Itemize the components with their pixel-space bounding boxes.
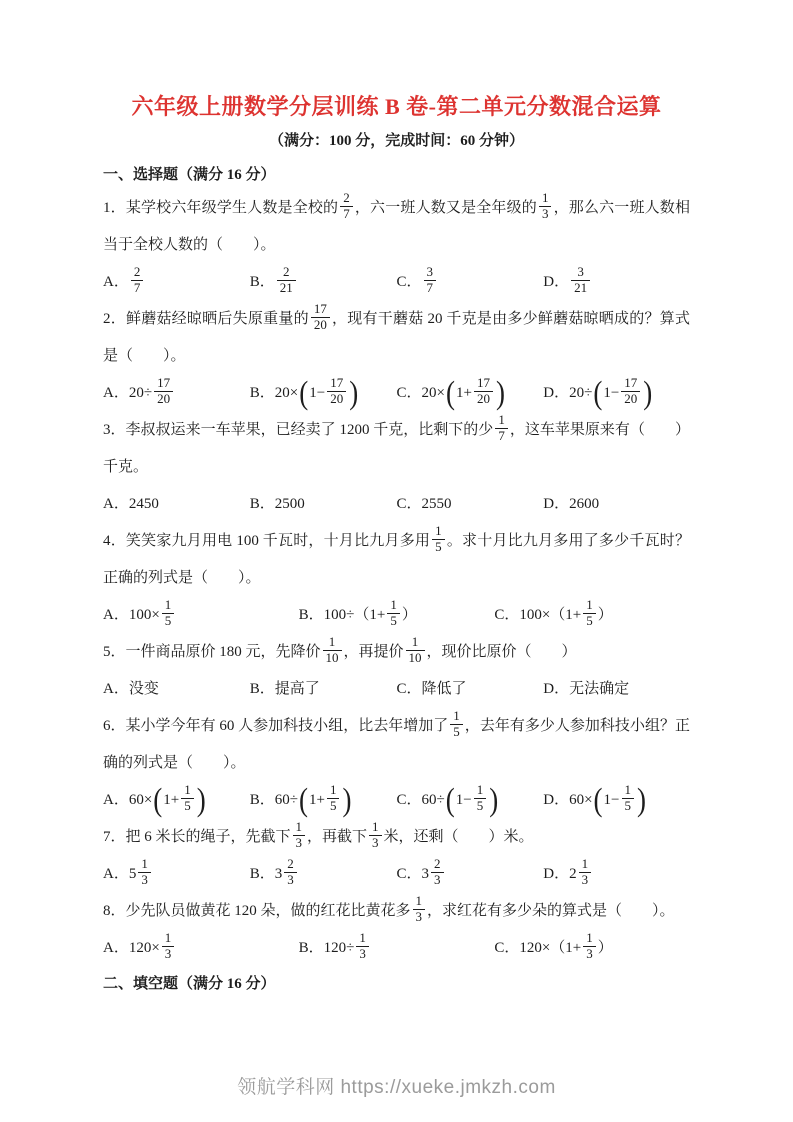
option: C．降低了 xyxy=(396,681,467,698)
fraction-numerator: 1 xyxy=(162,931,175,947)
fraction-denominator: 3 xyxy=(586,946,593,962)
question-stem: 3．李叔叔运来一车苹果，已经卖了 1200 千克，比剩下的少 $\frac{1}{7}$ ，这车苹果原来有（ ）千克。 xyxy=(103,412,690,476)
option: A．120× $\frac{1}{3}$ xyxy=(103,930,299,967)
fraction-numerator: 1 xyxy=(323,635,342,651)
fraction-denominator: 5 xyxy=(624,798,632,814)
options-row xyxy=(103,930,690,967)
fraction xyxy=(369,820,382,851)
fraction-denominator: 5 xyxy=(164,613,172,629)
fraction-numerator: 1 xyxy=(474,783,487,799)
option: D．60×(1− $\frac{1}{5}$ ) xyxy=(543,781,647,818)
fraction-denominator: 7 xyxy=(426,280,434,296)
option: D．无法确定 xyxy=(543,681,630,698)
fraction-numerator: 1 xyxy=(181,783,194,799)
fraction-numerator: 1 xyxy=(293,820,306,836)
fraction-numerator: 17 xyxy=(621,376,640,392)
fraction-numerator: 1 xyxy=(387,598,400,614)
options-row xyxy=(103,375,690,412)
fraction-numerator: 1 xyxy=(583,931,596,947)
option: D．2 $\frac{1}{3}$ xyxy=(543,856,690,893)
fraction xyxy=(162,931,175,962)
question-stem: 2．鲜蘑菇经晾晒后失原重量的 $\frac{17}{20}$ ，现有干蘑菇 20 千克是由多少鲜蘑菇晾晒成的？算式是（ ）。 xyxy=(103,301,690,365)
fraction-denominator: 20 xyxy=(330,391,344,407)
question-block xyxy=(103,412,690,523)
questions-list xyxy=(103,190,690,967)
fraction-denominator: 3 xyxy=(541,206,549,222)
question-stem: 7．把 6 米长的绳子，先截下 $\frac{1}{3}$ ，再截下 $\frac{1}{3}$ 米，还剩（ ）米。 xyxy=(103,819,534,851)
fraction-numerator: 17 xyxy=(474,376,493,392)
fraction xyxy=(432,524,445,555)
fraction-numerator: 2 xyxy=(340,191,353,207)
fraction xyxy=(583,931,596,962)
section-heading-choice: 一、选择题（满分 16 分） xyxy=(103,167,276,184)
fraction xyxy=(413,894,426,925)
fraction xyxy=(340,191,353,222)
fraction-numerator: 1 xyxy=(356,931,369,947)
fraction-denominator: 3 xyxy=(164,946,172,962)
fraction-denominator: 5 xyxy=(184,798,191,814)
fraction-numerator: 1 xyxy=(406,635,425,651)
fraction-denominator: 20 xyxy=(624,391,638,407)
fraction xyxy=(311,302,330,333)
fraction xyxy=(539,191,552,222)
fraction-denominator: 3 xyxy=(372,835,379,851)
fraction-denominator: 3 xyxy=(359,946,366,962)
fraction-denominator: 10 xyxy=(408,650,422,666)
options-row xyxy=(103,856,690,893)
option: C．100×（1+ $\frac{1}{5}$ ） xyxy=(494,597,613,629)
fraction xyxy=(277,265,296,296)
question-stem: 1．某学校六年级学生人数是全校的 $\frac{2}{7}$ ，六一班人数又是全年级的 $\frac{1}{3}$ ，那么六一班人数相当于全校人数的（ ）。 xyxy=(103,190,690,254)
fraction-numerator: 2 xyxy=(131,265,144,281)
fraction xyxy=(474,376,493,407)
question-stem: 8．少先队员做黄花 120 朵，做的红花比黄花多 $\frac{1}{3}$ ，求红花有多少朵的算式是（ ）。 xyxy=(103,893,675,925)
question-block xyxy=(103,634,690,708)
question-block xyxy=(103,708,690,819)
exam-info: （满分：100 分，完成时间：60 分钟） xyxy=(268,132,524,149)
fraction xyxy=(431,857,444,888)
option: C． $\frac{3}{7}$ xyxy=(397,264,544,301)
fraction xyxy=(181,783,194,814)
fraction xyxy=(356,931,369,962)
fraction-denominator: 3 xyxy=(415,909,423,925)
fraction-denominator: 5 xyxy=(435,539,442,555)
fraction-denominator: 3 xyxy=(581,872,589,888)
option: B．3 $\frac{2}{3}$ xyxy=(250,856,397,893)
fraction-denominator: 7 xyxy=(498,428,505,444)
fraction-numerator: 1 xyxy=(495,413,508,429)
option: B．100÷（1+ $\frac{1}{5}$ ） xyxy=(298,597,417,629)
fraction-denominator: 3 xyxy=(434,872,441,888)
option: A． $\frac{2}{7}$ xyxy=(103,264,250,301)
option: A．100× $\frac{1}{5}$ xyxy=(103,597,299,634)
fraction-numerator: 1 xyxy=(539,191,552,207)
fraction-denominator: 3 xyxy=(287,872,294,888)
fraction xyxy=(424,265,437,296)
fraction-denominator: 5 xyxy=(329,798,337,814)
fraction xyxy=(323,635,342,666)
fraction xyxy=(162,598,175,629)
fraction xyxy=(293,820,306,851)
site-watermark xyxy=(0,1072,793,1099)
option: D．2600 xyxy=(543,496,600,513)
fraction-numerator: 1 xyxy=(162,598,175,614)
fraction-numerator: 3 xyxy=(424,265,437,281)
fraction-numerator: 1 xyxy=(432,524,445,540)
fraction xyxy=(131,265,144,296)
fraction-numerator: 1 xyxy=(622,783,635,799)
fraction xyxy=(571,265,590,296)
fraction xyxy=(450,709,463,740)
option: B．60÷(1+ $\frac{1}{5}$ ) xyxy=(249,781,352,818)
fraction-numerator: 1 xyxy=(579,857,592,873)
option: D．20÷(1− $\frac{17}{20}$ ) xyxy=(543,374,653,411)
fraction-denominator: 3 xyxy=(295,835,303,851)
question-block xyxy=(103,893,690,967)
option: A．20÷ $\frac{17}{20}$ xyxy=(103,375,250,412)
fraction-numerator: 1 xyxy=(450,709,463,725)
option: D． $\frac{3}{21}$ xyxy=(543,264,690,301)
fraction-denominator: 3 xyxy=(141,872,148,888)
fraction-numerator: 2 xyxy=(284,857,297,873)
fraction-numerator: 17 xyxy=(327,376,346,392)
fraction-numerator: 1 xyxy=(583,598,596,614)
option: A．60×(1+ $\frac{1}{5}$ ) xyxy=(103,781,206,818)
fraction-denominator: 7 xyxy=(343,206,350,222)
fraction-numerator: 1 xyxy=(327,783,340,799)
options-row xyxy=(103,671,690,708)
fraction-denominator: 10 xyxy=(325,650,339,666)
fraction-denominator: 20 xyxy=(476,391,490,407)
fraction-numerator: 1 xyxy=(413,894,426,910)
fraction-numerator: 2 xyxy=(431,857,444,873)
option: C．2550 xyxy=(396,496,452,513)
options-row xyxy=(103,486,690,523)
fraction-denominator: 20 xyxy=(157,391,171,407)
section-heading-fill-blank: 二、填空题（满分 16 分） xyxy=(103,976,276,993)
fraction xyxy=(138,857,151,888)
option: B．提高了 xyxy=(249,681,320,698)
fraction xyxy=(583,598,596,629)
question-block xyxy=(103,190,690,301)
fraction xyxy=(621,376,640,407)
option: C．60÷(1− $\frac{1}{5}$ ) xyxy=(396,781,499,818)
option: C．120×（1+ $\frac{1}{3}$ ） xyxy=(494,930,613,962)
fraction-numerator: 17 xyxy=(311,302,330,318)
fraction-numerator: 2 xyxy=(277,265,296,281)
fraction xyxy=(495,413,508,444)
question-block xyxy=(103,301,690,412)
fraction xyxy=(406,635,425,666)
question-stem: 5．一件商品原价 180 元，先降价 $\frac{1}{10}$ ，再提价 $\frac{1}{10}$ ，现价比原价（ ） xyxy=(103,634,577,666)
option: C．3 $\frac{2}{3}$ xyxy=(397,856,544,893)
question-block xyxy=(103,523,690,634)
fraction-denominator: 5 xyxy=(390,613,397,629)
fraction-numerator: 3 xyxy=(571,265,590,281)
page-title: 六年级上册数学分层训练 B 卷-第二单元分数混合运算 xyxy=(131,94,662,119)
fraction xyxy=(474,783,487,814)
fraction-denominator: 5 xyxy=(586,613,593,629)
question-stem: 6．某小学今年有 60 人参加科技小组，比去年增加了 $\frac{1}{5}$ ，去年有多少人参加科技小组？正确的列式是（ ）。 xyxy=(103,708,690,772)
fraction-denominator: 21 xyxy=(574,280,588,296)
fraction xyxy=(622,783,635,814)
option: B．120÷ $\frac{1}{3}$ xyxy=(299,930,495,967)
options-row xyxy=(103,597,690,634)
fraction-denominator: 21 xyxy=(279,280,293,296)
option: C．20×(1+ $\frac{17}{20}$ ) xyxy=(396,374,505,411)
option: A．没变 xyxy=(103,681,159,698)
fraction-numerator: 1 xyxy=(138,857,151,873)
fraction xyxy=(327,376,346,407)
fraction-denominator: 5 xyxy=(453,724,460,740)
fraction xyxy=(284,857,297,888)
question-stem: 4．笑笑家九月用电 100 千瓦时，十月比九月多用 $\frac{1}{5}$ 。求十月比九月多用了多少千瓦时？正确的列式是（ ）。 xyxy=(103,523,690,587)
fraction-denominator: 5 xyxy=(476,798,484,814)
options-row xyxy=(103,264,690,301)
option: A．2450 xyxy=(103,496,159,513)
fraction-numerator: 1 xyxy=(369,820,382,836)
watermark-text: 领航学科网 https://xueke.jmkzh.com xyxy=(237,1077,556,1098)
fraction-denominator: 7 xyxy=(133,280,141,296)
fraction xyxy=(387,598,400,629)
option: B． $\frac{2}{21}$ xyxy=(250,264,397,301)
fraction-numerator: 17 xyxy=(154,376,173,392)
options-row xyxy=(103,782,690,819)
option: B．2500 xyxy=(249,496,305,513)
fraction xyxy=(327,783,340,814)
question-block xyxy=(103,819,690,893)
fraction xyxy=(154,376,173,407)
option: B．20×(1− $\frac{17}{20}$ ) xyxy=(249,374,359,411)
fraction-denominator: 20 xyxy=(313,317,327,333)
fraction xyxy=(579,857,592,888)
option: A．5 $\frac{1}{3}$ xyxy=(103,856,250,893)
